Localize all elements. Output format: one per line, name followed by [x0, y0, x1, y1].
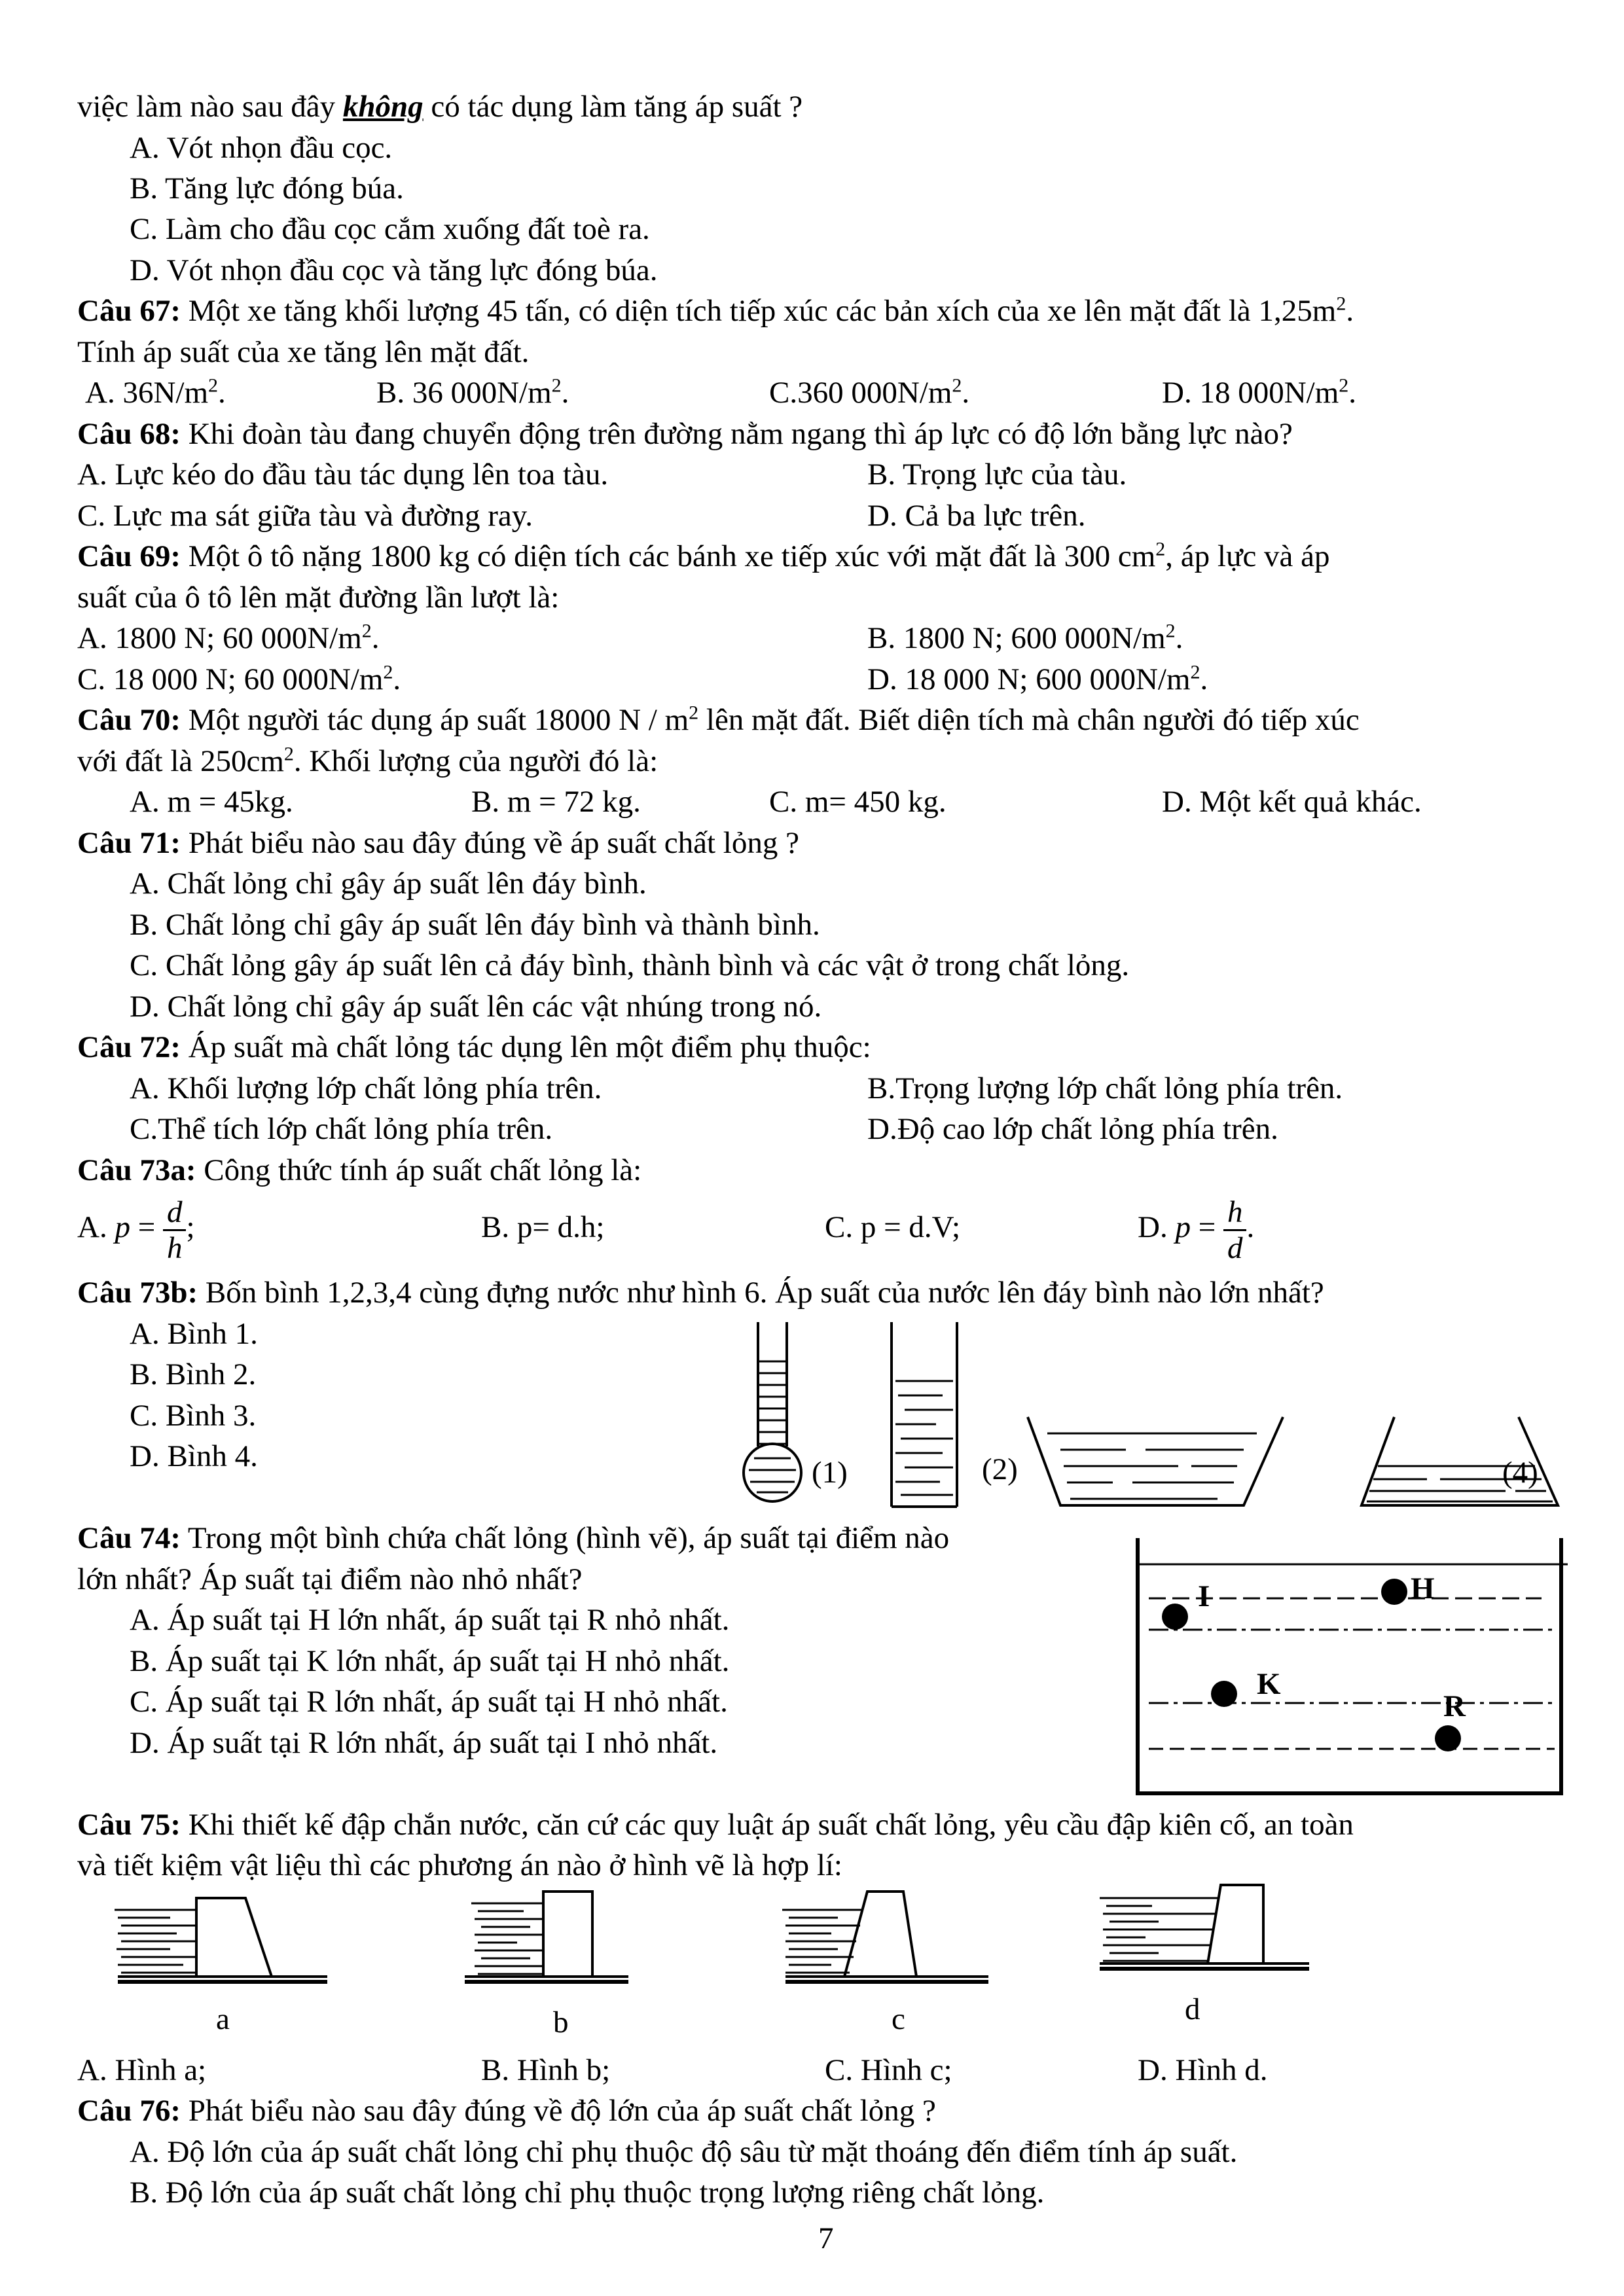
point-r-dot	[1435, 1725, 1461, 1751]
q74-question: Câu 74: Trong một bình chứa chất lỏng (hình vẽ), áp suất tại điểm nào	[77, 1521, 950, 1555]
point-r-label: R	[1443, 1689, 1466, 1723]
q74-option-b: B. Áp suất tại K lớn nhất, áp suất tại H nhỏ nhất.	[130, 1644, 730, 1678]
q74-option-d: D. Áp suất tại R lớn nhất, áp suất tại I nhỏ nhất.	[130, 1726, 718, 1760]
point-i-dot	[1162, 1604, 1188, 1630]
q73b-option-a: A. Bình 1.	[130, 1317, 258, 1351]
dam-a	[115, 1898, 327, 1982]
q73b-option-d: D. Bình 4.	[130, 1439, 258, 1473]
q70-option-b: B. m = 72 kg.	[471, 785, 641, 819]
q70-option-d: D. Một kết quả khác.	[1162, 785, 1422, 819]
q69-option-b: B. 1800 N; 600 $000N/m^2$.	[867, 620, 1183, 655]
liquid-container-figure	[1136, 1538, 1568, 1797]
dam-b	[465, 1892, 628, 1982]
q70-option-c: C. m= 450 kg.	[769, 785, 947, 819]
q73a-option-a: A. p = $\frac{d}{h}$ ;	[77, 1194, 195, 1265]
q67-option-d: D. 18 $000N/m^2$.	[1162, 374, 1356, 410]
dam-d	[1100, 1885, 1309, 1969]
point-h-label: H	[1411, 1571, 1435, 1605]
q70-option-a: A. m = 45kg.	[130, 785, 293, 819]
q75-question-line2: và tiết kiệm vật liệu thì các phương án nào ở hình vẽ là hợp lí:	[77, 1848, 842, 1882]
q70-question: Câu 70: Một người tác dụng áp suất 18000 N / $m^2$ lên mặt đất. Biết diện tích mà chân người đó tiếp xúc	[77, 702, 1360, 737]
point-k-label: K	[1257, 1667, 1281, 1701]
q71-option-b: B. Chất lỏng chỉ gây áp suất lên đáy bình và thành bình.	[130, 908, 820, 942]
q72-option-c: C.Thể tích lớp chất lỏng phía trên.	[130, 1112, 553, 1146]
q72-option-a: A. Khối lượng lớp chất lỏng phía trên.	[130, 1071, 602, 1105]
q73a-question: Câu 73a: Công thức tính áp suất chất lỏng là:	[77, 1153, 642, 1187]
q73b-question: Câu 73b: Bốn bình 1,2,3,4 cùng đựng nước như hình 6. Áp suất của nước lên đáy bình nào lớn nhất?	[77, 1276, 1324, 1310]
vessels-figure	[720, 1316, 1571, 1512]
q76-option-b: B. Độ lớn của áp suất chất lỏng chỉ phụ thuộc trọng lượng riêng chất lỏng.	[130, 2176, 1045, 2210]
q72-option-b: B.Trọng lượng lớp chất lỏng phía trên.	[867, 1071, 1343, 1105]
q69-question: Câu 69: Một ô tô nặng 1800 kg có diện tích các bánh xe tiếp xúc với mặt đất là 300 $cm^2$, áp lực và áp	[77, 538, 1330, 573]
intro-option-d: D. Vót nhọn đầu cọc và tăng lực đóng búa.	[130, 253, 658, 287]
dam-c-label: c	[892, 2002, 905, 2036]
q75-option-d: D. Hình d.	[1138, 2053, 1268, 2087]
q67-question: Câu 67: Một xe tăng khối lượng 45 tấn, có diện tích tiếp xúc các bản xích của xe lên mặt đất là $1,25m^2$.	[77, 293, 1354, 328]
q73b-option-b: B. Bình 2.	[130, 1357, 257, 1391]
intro-option-a: A. Vót nhọn đầu cọc.	[130, 131, 393, 165]
q71-option-d: D. Chất lỏng chỉ gây áp suất lên các vật nhúng trong nó.	[130, 990, 822, 1024]
intro-question: việc làm nào sau đây không có tác dụng làm tăng áp suất ?	[77, 90, 803, 124]
q73b-option-c: C. Bình 3.	[130, 1399, 257, 1433]
q71-question: Câu 71: Phát biểu nào sau đây đúng về áp suất chất lỏng ?	[77, 826, 799, 860]
q74-option-c: C. Áp suất tại R lớn nhất, áp suất tại H nhỏ nhất.	[130, 1685, 728, 1719]
dam-a-label: a	[216, 2002, 230, 2036]
point-h-dot	[1381, 1579, 1407, 1605]
dam-d-label: d	[1185, 1992, 1200, 2026]
fraction-d-over-h: $\frac{d}{h}$	[163, 1195, 187, 1265]
q75-option-c: C. Hình c;	[825, 2053, 952, 2087]
q75-question: Câu 75: Khi thiết kế đập chắn nước, căn cứ các quy luật áp suất chất lỏng, yêu cầu đập kiên cố, an toàn	[77, 1808, 1354, 1842]
intro-option-c: C. Làm cho đầu cọc cắm xuống đất toè ra.	[130, 212, 650, 246]
intro-option-b: B. Tăng lực đóng búa.	[130, 171, 404, 206]
q71-option-c: C. Chất lỏng gây áp suất lên cả đáy bình, thành bình và các vật ở trong chất lỏng.	[130, 948, 1130, 982]
q73a-option-d: D. p = $\frac{h}{d}$ .	[1138, 1194, 1255, 1265]
q68-option-a: A. Lực kéo do đầu tàu tác dụng lên toa tàu.	[77, 457, 609, 492]
q68-option-d: D. Cả ba lực trên.	[867, 499, 1086, 533]
q69-question-line2: suất của ô tô lên mặt đường lần lượt là:	[77, 581, 560, 615]
q75-option-b: B. Hình b;	[481, 2053, 611, 2087]
dams-figure	[79, 1878, 1322, 1996]
q68-question: Câu 68: Khi đoàn tàu đang chuyển động trên đường nằm ngang thì áp lực có độ lớn bằng lực nào?	[77, 417, 1293, 451]
q69-option-d: D. 18 000 N; 600 $000N/m^2$.	[867, 661, 1208, 696]
q68-option-b: B. Trọng lực của tàu.	[867, 457, 1127, 492]
vessel-2-label: (2)	[982, 1452, 1018, 1486]
q75-option-a: A. Hình a;	[77, 2053, 207, 2087]
point-i-label: I	[1198, 1579, 1210, 1613]
q70-question-line2: với đất là $250cm^2$. Khối lượng của người đó là:	[77, 743, 659, 778]
q68-option-c: C. Lực ma sát giữa tàu và đường ray.	[77, 499, 533, 533]
point-k-dot	[1211, 1681, 1237, 1707]
fraction-h-over-d: $\frac{h}{d}$	[1223, 1195, 1247, 1265]
q76-option-a: A. Độ lớn của áp suất chất lỏng chỉ phụ thuộc độ sâu từ mặt thoáng đến điểm tính áp suất.	[130, 2135, 1238, 2169]
dam-b-label: b	[553, 2005, 569, 2039]
vessel-1-label: (1)	[812, 1456, 848, 1490]
q71-option-a: A. Chất lỏng chỉ gây áp suất lên đáy bình.	[130, 867, 647, 901]
q69-option-a: A. 1800 N; 60 $000N/m^2$.	[77, 620, 380, 655]
q67-option-c: C.360 $000N/m^2$.	[769, 374, 970, 410]
q76-question: Câu 76: Phát biểu nào sau đây đúng về độ lớn của áp suất chất lỏng ?	[77, 2094, 936, 2128]
q74-question-line2: lớn nhất? Áp suất tại điểm nào nhỏ nhất?	[77, 1562, 583, 1596]
q73a-option-c: C. p = d.V;	[825, 1210, 961, 1244]
page-number: 7	[818, 2221, 834, 2255]
q72-option-d: D.Độ cao lớp chất lỏng phía trên.	[867, 1112, 1278, 1146]
q67-option-b: B. 36 $000N/m^2$.	[376, 374, 569, 410]
q74-option-a: A. Áp suất tại H lớn nhất, áp suất tại R nhỏ nhất.	[130, 1603, 730, 1637]
q72-question: Câu 72: Áp suất mà chất lỏng tác dụng lên một điểm phụ thuộc:	[77, 1030, 871, 1064]
q73a-option-b: B. p= d.h;	[481, 1210, 605, 1244]
vessel-4-label: (4)	[1502, 1456, 1538, 1490]
q67-question-line2: Tính áp suất của xe tăng lên mặt đất.	[77, 335, 530, 369]
dam-c	[782, 1892, 988, 1982]
q67-option-a: A. $36N/m^2$.	[85, 374, 226, 410]
q69-option-c: C. 18 000 N; 60 $000N/m^2$.	[77, 661, 401, 696]
